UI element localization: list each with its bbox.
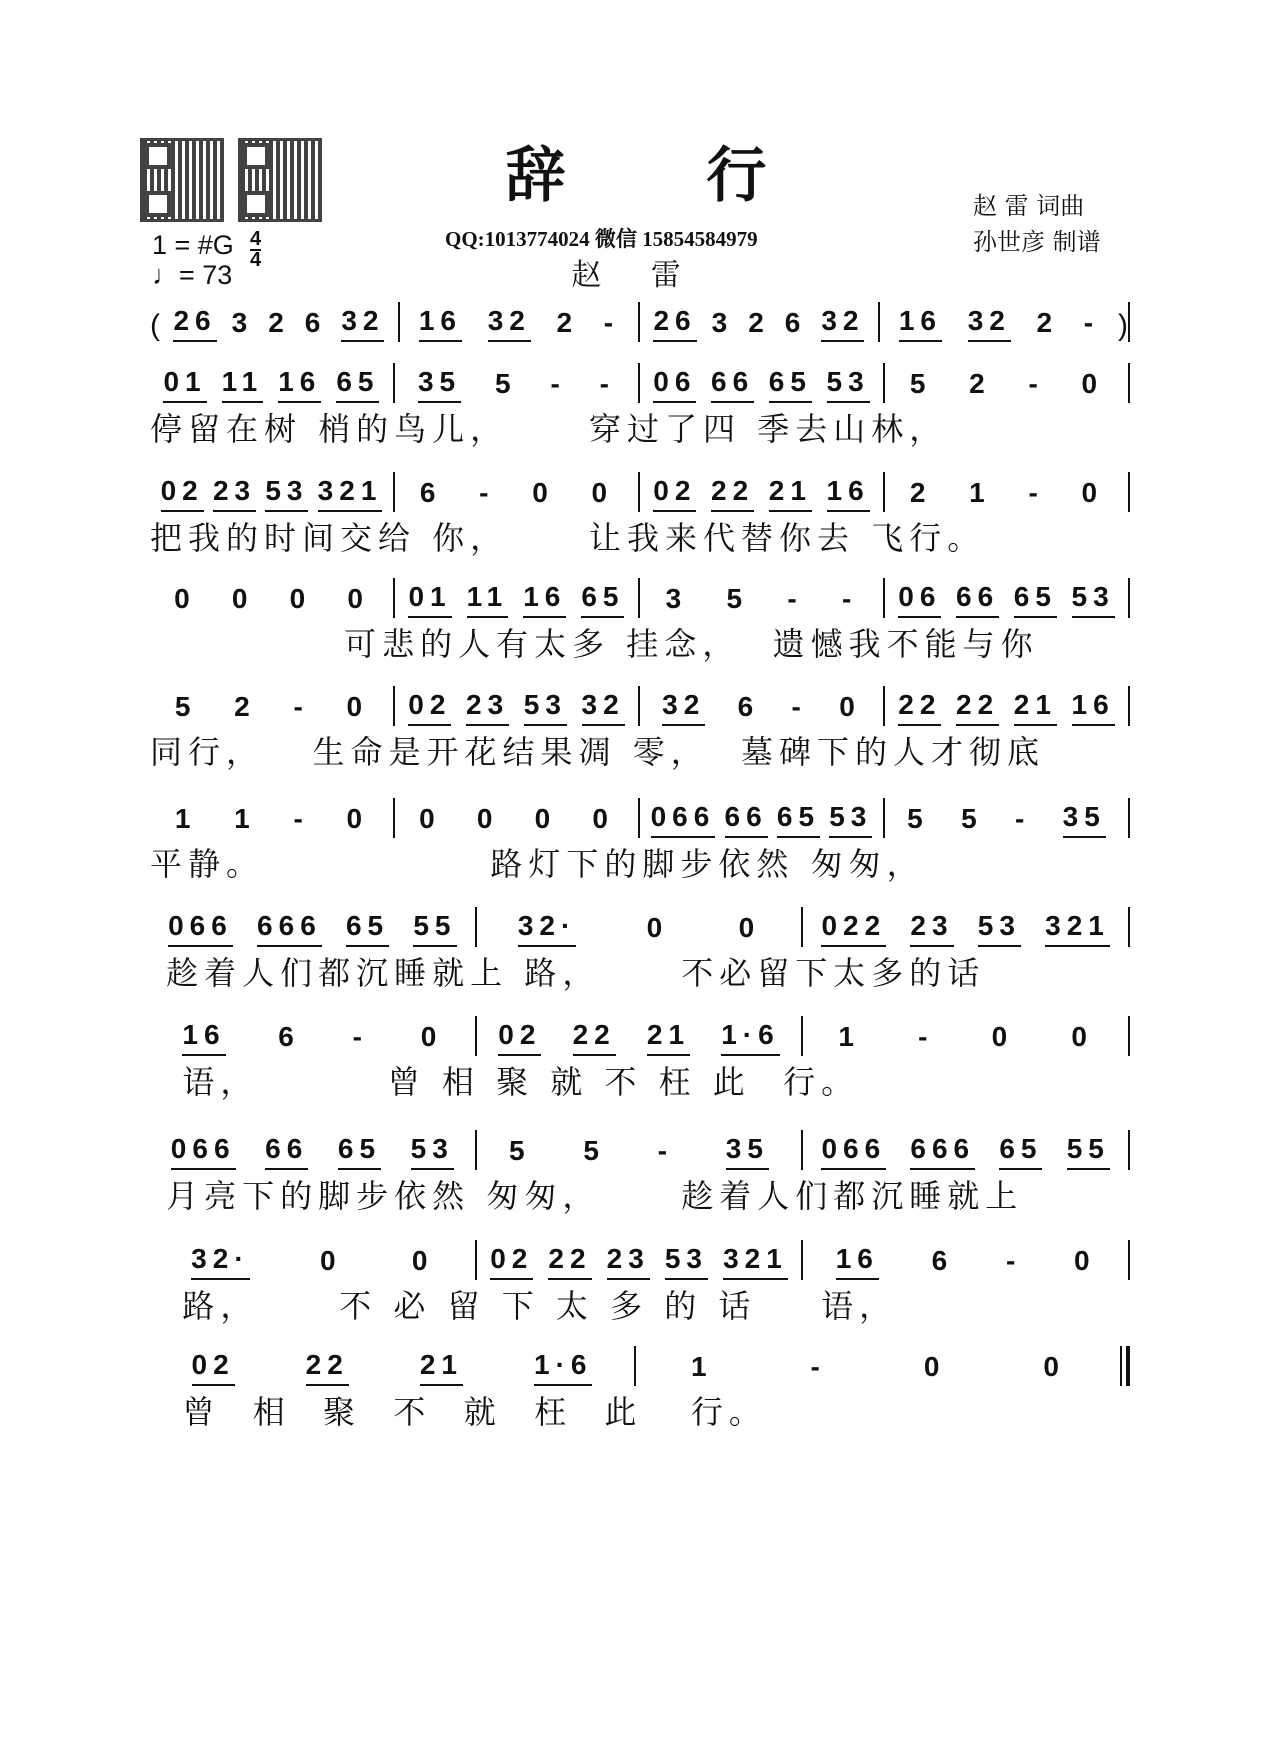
note-group: 066 [651, 801, 716, 838]
measure [885, 477, 1128, 512]
measure [640, 366, 883, 403]
note-group: 022 [821, 910, 886, 947]
note-group: 5 [961, 803, 983, 834]
measure [477, 1133, 802, 1170]
note-group: 65 [338, 1133, 381, 1170]
measure [150, 803, 393, 838]
measure [150, 1243, 475, 1280]
note-group: 65 [999, 1133, 1042, 1170]
note-group: 35 [1063, 801, 1106, 838]
measure [150, 583, 393, 618]
note-group: - [1028, 368, 1044, 399]
note-group: 65 [336, 366, 379, 403]
note-group: 55 [1067, 1133, 1110, 1170]
barline [1128, 798, 1130, 838]
note-group: 22 [573, 1019, 616, 1056]
measure [150, 1349, 634, 1386]
note-group: 5 [583, 1135, 605, 1166]
measure [395, 689, 638, 726]
note-group: 5 [174, 691, 197, 722]
note-group: 66 [711, 366, 754, 403]
note-group: 6 [784, 307, 807, 338]
note-group: - [791, 691, 807, 722]
note-group: 02 [490, 1243, 533, 1280]
note-group: 23 [213, 475, 256, 512]
note-group: 65 [1014, 581, 1057, 618]
measure [395, 803, 638, 838]
note-group: 5 [494, 368, 517, 399]
note-group: 66 [265, 1133, 308, 1170]
notes-line [150, 302, 1130, 342]
barline [1128, 578, 1130, 618]
note-group: 0 [738, 912, 761, 943]
note-group: 0 [346, 691, 369, 722]
note-group: 3 [711, 307, 734, 338]
note-group: 1·6 [721, 1019, 779, 1056]
note-group: 0 [1043, 1351, 1065, 1382]
note-group: 0 [411, 1245, 434, 1276]
note-group: 66 [956, 581, 999, 618]
note-group: 1 [174, 803, 197, 834]
note-group: 35 [418, 366, 461, 403]
score-row [150, 578, 1130, 664]
lyrics-line: 可悲的人有太多 挂念， 遗憾我不能与你 [150, 625, 1039, 663]
note-group: - [842, 583, 858, 614]
key-signature: 1 = #G [152, 230, 234, 260]
note-group: 0 [839, 691, 861, 722]
barline [1128, 472, 1130, 512]
note-group: 22 [898, 689, 941, 726]
measure [803, 1021, 1128, 1056]
note-group: 66 [725, 801, 768, 838]
score-row [150, 1346, 1130, 1432]
close-paren: ) [1118, 309, 1128, 342]
note-group: 2 [748, 307, 770, 338]
note-group: 3 [665, 583, 688, 614]
note-group: - [603, 307, 620, 338]
measure [150, 1019, 475, 1056]
measure [636, 1351, 1120, 1386]
note-group: 53 [265, 475, 308, 512]
note-group: 0 [592, 803, 614, 834]
barline [1128, 907, 1130, 947]
note-group: 23 [910, 910, 953, 947]
contact-info: QQ:1013774024 微信 15854584979 [445, 227, 758, 251]
measure [885, 581, 1128, 618]
lyrics-line: 停留在树 梢的鸟儿， 穿过了四 季去山林， [150, 410, 948, 448]
transcriber: 孙世彦 制谱 [973, 228, 1101, 256]
score-row [150, 472, 1130, 558]
barline [1128, 686, 1130, 726]
note-group: 321 [723, 1243, 788, 1280]
note-group: 32 [582, 689, 625, 726]
note-group: 32 [821, 305, 864, 342]
note-group: 6 [278, 1021, 300, 1052]
note-group: - [479, 477, 495, 508]
note-group: - [657, 1135, 674, 1166]
note-group: 1·6 [534, 1349, 592, 1386]
note-group: 21 [647, 1019, 690, 1056]
note-group: 5 [509, 1135, 531, 1166]
note-group: 32 [488, 305, 531, 342]
note-group: - [352, 1021, 368, 1052]
measure [640, 689, 883, 726]
singer: 赵 雷 [571, 258, 701, 293]
time-signature-top: 4 [250, 228, 262, 250]
measure [640, 801, 883, 838]
note-group: - [1014, 803, 1031, 834]
note-group: 23 [466, 689, 509, 726]
measure [477, 1019, 802, 1056]
notes-line [150, 1240, 1130, 1280]
measure [395, 366, 638, 403]
note-group: 1 [234, 803, 256, 834]
note-group: 16 [827, 475, 870, 512]
note-group: 2 [1036, 307, 1059, 338]
note-group: 32· [191, 1243, 249, 1280]
measure [803, 1133, 1128, 1170]
note-group: 666 [257, 910, 322, 947]
note-group: 0 [1081, 368, 1104, 399]
note-group: 066 [168, 910, 233, 947]
note-group: 32 [662, 689, 705, 726]
note-group: 0 [174, 583, 196, 614]
note-group: 16 [523, 581, 566, 618]
note-group: 23 [607, 1243, 650, 1280]
note-group: - [787, 583, 803, 614]
notes-line [150, 363, 1130, 403]
note-group: 02 [653, 475, 696, 512]
note-group: - [1005, 1245, 1022, 1276]
note-group: 26 [173, 305, 216, 342]
note-group: 35 [726, 1133, 769, 1170]
note-group: 53 [1072, 581, 1115, 618]
note-group: 01 [163, 366, 206, 403]
lyrics-line: 趁着人们都沉睡就上 路， 不必留下太多的话 [150, 954, 986, 992]
note-group: - [1028, 477, 1044, 508]
notes-line [150, 578, 1130, 618]
measure [150, 1133, 475, 1170]
time-signature [250, 230, 261, 270]
note-group: 0 [532, 477, 554, 508]
credits [973, 188, 1101, 260]
note-group: - [293, 691, 309, 722]
note-group: 01 [408, 581, 451, 618]
note-group: 066 [821, 1133, 886, 1170]
note-group: 16 [419, 305, 462, 342]
notes-line [150, 1346, 1130, 1386]
measure [803, 910, 1128, 947]
note-group: 0 [534, 803, 557, 834]
note-group: 65 [769, 366, 812, 403]
note-group: 0 [646, 912, 669, 943]
note-group: 321 [1045, 910, 1110, 947]
time-signature-bottom: 4 [250, 249, 262, 271]
note-group: 0 [1074, 1245, 1096, 1276]
measure [640, 475, 883, 512]
note-group: 0 [420, 1021, 443, 1052]
note-group: 02 [161, 475, 204, 512]
note-group: 0 [991, 1021, 1014, 1052]
measure [160, 305, 398, 342]
note-group: 32 [968, 305, 1011, 342]
note-group: 1 [690, 1351, 713, 1382]
lyrics-line: 语， 曾 相 聚 就 不 枉 此 行。 [150, 1063, 860, 1101]
note-group: 2 [556, 307, 579, 338]
note-group: 22 [548, 1243, 591, 1280]
note-group: 06 [898, 581, 941, 618]
notes-line [150, 798, 1130, 838]
note-group: 22 [306, 1349, 349, 1386]
lyrics-line: 平静。 路灯下的脚步依然 匆匆， [150, 845, 925, 883]
measure [395, 581, 638, 618]
note-group: 2 [909, 477, 932, 508]
lyrics-line: 把我的时间交给 你， 让我来代替你去 飞行。 [150, 519, 986, 557]
note-group: 53 [829, 801, 872, 838]
note-group: 21 [769, 475, 812, 512]
measure [395, 477, 638, 512]
measure [640, 583, 883, 618]
measure [803, 1243, 1128, 1280]
note-group: 22 [711, 475, 754, 512]
note-group: 65 [581, 581, 624, 618]
note-group: 666 [910, 1133, 975, 1170]
note-group: 0 [923, 1351, 946, 1382]
note-group: - [293, 803, 309, 834]
lyrics-line: 同行， 生命是开花结果凋 零， 墓碑下的人才彻底 [150, 733, 1046, 771]
note-group: 321 [318, 475, 383, 512]
measure [885, 801, 1128, 838]
note-group: 2 [268, 307, 290, 338]
score-row [150, 302, 1130, 348]
note-group: 32· [518, 910, 576, 947]
note-group: 0 [231, 583, 254, 614]
notes-line [150, 686, 1130, 726]
note-group: 53 [827, 366, 870, 403]
note-group: - [599, 368, 615, 399]
note-group: 5 [907, 803, 929, 834]
note-group: 26 [653, 305, 696, 342]
note-group: 6 [419, 477, 442, 508]
note-group: 1 [838, 1021, 860, 1052]
song-title: 辞 行 [505, 141, 827, 211]
note-group: 6 [304, 307, 327, 338]
note-group: 0 [419, 803, 441, 834]
note-group: 16 [182, 1019, 225, 1056]
note-group: 32 [341, 305, 384, 342]
note-group: 53 [524, 689, 567, 726]
measure [150, 366, 393, 403]
barline [1128, 1240, 1130, 1280]
notes-line [150, 1130, 1130, 1170]
note-group: 16 [836, 1243, 879, 1280]
note-group: 0 [1081, 477, 1104, 508]
note-group: 65 [346, 910, 389, 947]
score-row [150, 798, 1130, 884]
note-group: 1 [969, 477, 991, 508]
note-group: 2 [969, 368, 991, 399]
note-group: - [810, 1351, 826, 1382]
measure [150, 691, 393, 726]
score-row [150, 686, 1130, 772]
note-group: 2 [234, 691, 256, 722]
notes-line [150, 907, 1130, 947]
open-paren: ( [150, 309, 160, 342]
note-group: 16 [1072, 689, 1115, 726]
key-tempo [152, 230, 234, 290]
note-group: 16 [278, 366, 321, 403]
note-group: 53 [978, 910, 1021, 947]
note-group: 11 [467, 581, 509, 618]
note-group: - [550, 368, 566, 399]
measure [400, 305, 638, 342]
note-group: 0 [347, 583, 369, 614]
note-group: 3 [231, 307, 254, 338]
note-group: 6 [931, 1245, 954, 1276]
note-group: 02 [192, 1349, 235, 1386]
measure [885, 368, 1128, 403]
measure [150, 475, 393, 512]
note-group: 22 [956, 689, 999, 726]
barline [1128, 1130, 1130, 1170]
lyrics-line: 月亮下的脚步依然 匆匆， 趁着人们都沉睡就上 [150, 1177, 1024, 1215]
notes-line [150, 472, 1130, 512]
barline [1128, 302, 1130, 342]
measure [150, 910, 475, 947]
measure [477, 910, 802, 947]
note-group: 0 [346, 803, 369, 834]
note-group: 06 [653, 366, 696, 403]
note-group: 5 [909, 368, 932, 399]
note-group: 53 [411, 1133, 454, 1170]
note-group: 02 [498, 1019, 541, 1056]
note-group: 21 [420, 1349, 463, 1386]
note-group: 65 [777, 801, 820, 838]
note-group: 0 [319, 1245, 342, 1276]
final-barline [1120, 1346, 1130, 1386]
note-group: 0 [289, 583, 312, 614]
notes-line [150, 1016, 1130, 1056]
note-group: 0 [591, 477, 614, 508]
measure [880, 305, 1118, 342]
lyricist-composer: 赵 雷 词曲 [973, 192, 1085, 220]
barline [1128, 1016, 1130, 1056]
measure [640, 305, 878, 342]
measure [885, 689, 1128, 726]
note-group: 55 [413, 910, 456, 947]
note-group: 21 [1014, 689, 1057, 726]
score-row [150, 1016, 1130, 1102]
note-group: 16 [899, 305, 942, 342]
score-row [150, 1240, 1130, 1326]
barline [1128, 363, 1130, 403]
note-group: 066 [171, 1133, 236, 1170]
note-group: 0 [1071, 1021, 1093, 1052]
note-group: 53 [665, 1243, 708, 1280]
note-group: 0 [476, 803, 499, 834]
lyrics-line: 曾 相 聚 不 就 枉 此 行。 [150, 1393, 767, 1431]
score-row [150, 363, 1130, 449]
score-row [150, 1130, 1130, 1216]
note-group: - [1083, 307, 1100, 338]
lyrics-line: 路， 不 必 留 下 太 多 的 话 语， [150, 1287, 898, 1325]
note-group: 5 [726, 583, 749, 614]
note-group: 6 [737, 691, 760, 722]
note-group: 11 [222, 366, 264, 403]
note-group: 02 [408, 689, 451, 726]
note-group: - [918, 1021, 934, 1052]
score-row [150, 907, 1130, 993]
tempo: ♩= 73 [152, 260, 233, 290]
measure [477, 1243, 802, 1280]
